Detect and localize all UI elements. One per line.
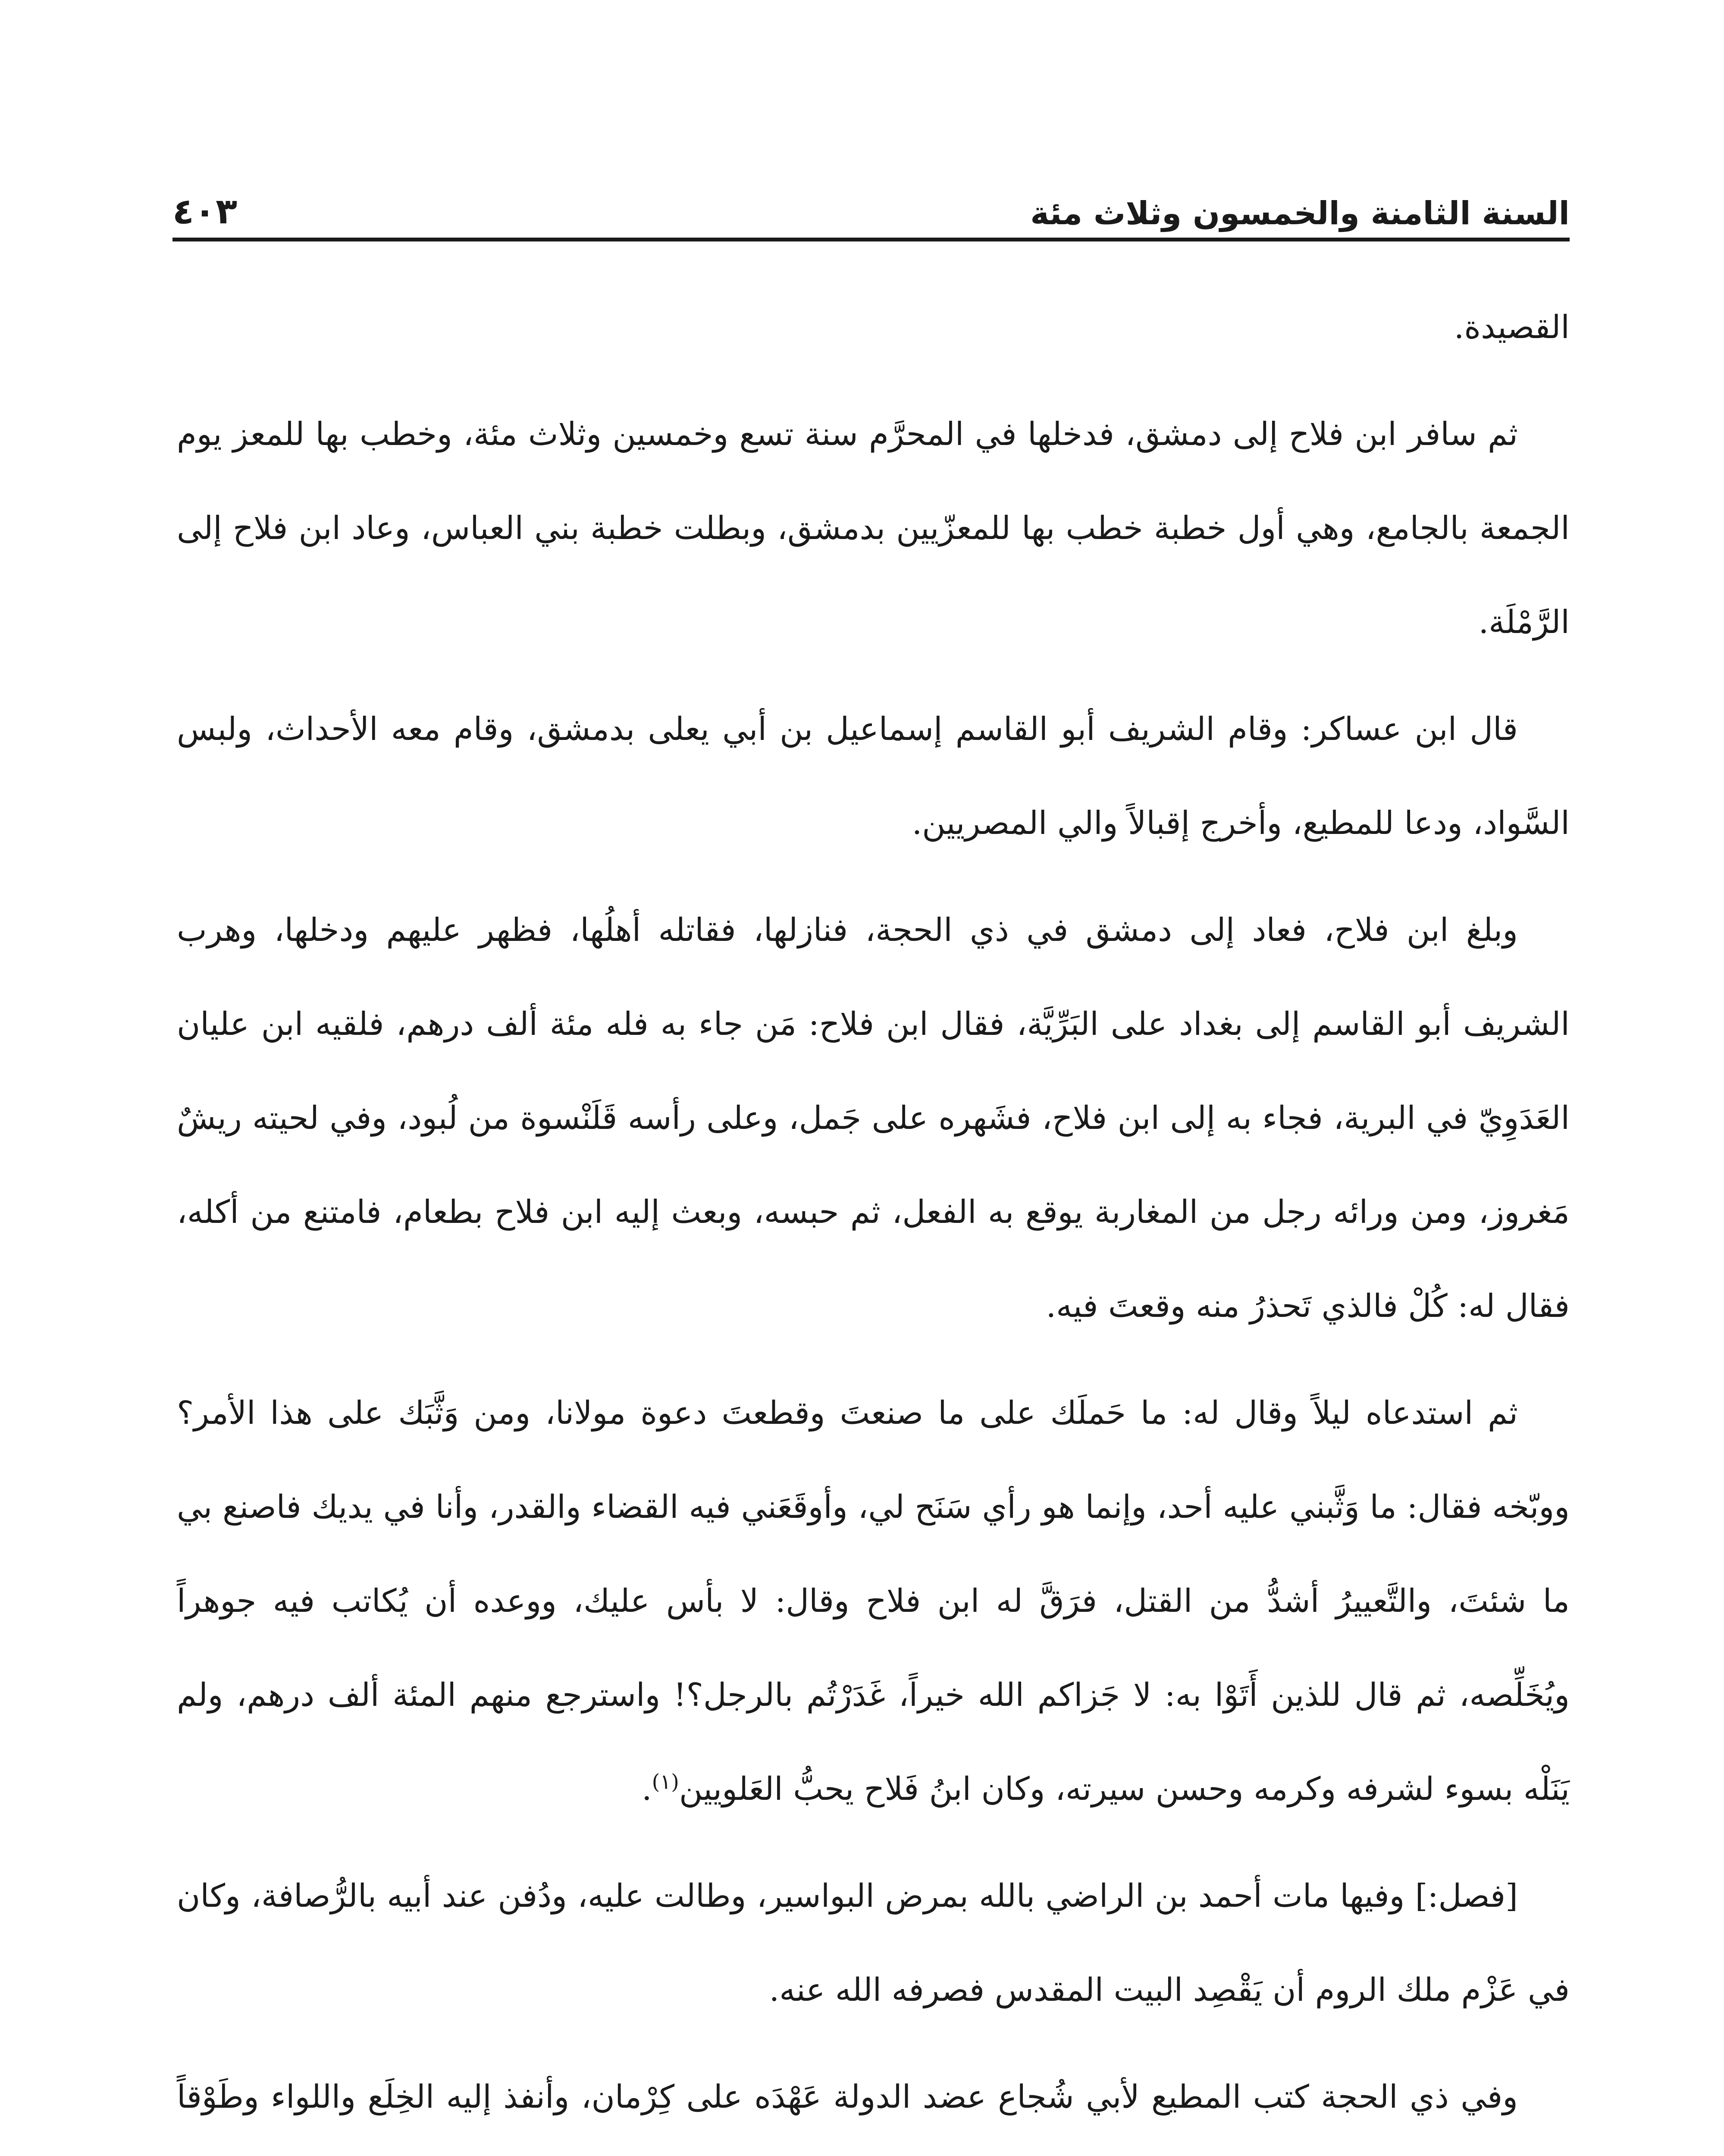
footnote-marker[interactable]: (١) (652, 1770, 679, 1794)
paragraph-text: ثم استدعاه ليلاً وقال له: ما حَملَك على ما صنعتَ وقطعتَ دعوة مولانا، ومن وَثَّبَك على هذا الأمر؟ ووبّخه فقال: ما وَثَّبني عليه أحد، وإنما هو رأي سَنَح لي، وأوقَعَني فيه القضاء والقدر، وأنا في يديك فاصنع بي ما شئتَ، والتَّعييرُ أشدُّ من القتل، فرَقَّ له ابن فلاح وقال: لا بأس عليك، ووعده أن يُكاتب فيه جوهراً ويُخَلِّصه، ثم قال للذين أَتَوْا به: لا جَزاكم الله خيراً، غَدَرْتُم بالرجل؟! واسترجع منهم المئة ألف درهم، ولم يَنَلْه بسوء لشرفه وكرمه وحسن سيرته، وكان ابنُ فَلاح يحبُّ العَلويين (177, 1395, 1570, 1808)
header-rule (172, 238, 1570, 241)
paragraph: قال ابن عساكر: وقام الشريف أبو القاسم إسماعيل بن أبي يعلى بدمشق، وقام معه الأحداث، ولبس السَّواد، ودعا للمطيع، وأخرج إقبالاً والي المصريين. (177, 711, 1570, 842)
paragraph: وفي ذي الحجة كتب المطيع لأبي شُجاع عضد الدولة عَهْدَه على كِرْمان، وأنفذ إليه الخِلَع واللواء وطَوْقاً (177, 2078, 1518, 2115)
page-number: ٤٠٣ (172, 191, 238, 232)
paragraph-with-footnote: ثم استدعاه ليلاً وقال له: ما حَملَك على ما صنعتَ وقطعتَ دعوة مولانا، ومن وَثَّبَك على هذا الأمر؟ ووبّخه فقال: ما وَثَّبني عليه أحد، وإنما هو رأي سَنَح لي، وأوقَعَني فيه القضاء والقدر، وأنا في يديك فاصنع بي ما شئتَ، والتَّعييرُ أشدُّ من القتل، فرَقَّ له ابن فلاح وقال: لا بأس عليك، ووعده أن يُكاتب فيه جوهراً ويُخَلِّصه، ثم قال للذين أَتَوْا به: لا جَزاكم الله خيراً، غَدَرْتُم بالرجل؟! واسترجع منهم المئة ألف درهم، ولم يَنَلْه بسوء لشرفه وكرمه وحسن سيرته، وكان ابنُ فَلاح يحبُّ العَلويين$^{(١)}$. (177, 1395, 1570, 1808)
paragraph: ثم سافر ابن فلاح إلى دمشق، فدخلها في المحرَّم سنة تسع وخمسين وثلاث مئة، وخطب بها للمعز يوم الجمعة بالجامع، وهي أول خطبة خطب بها للمعزّيين بدمشق، وبطلت خطبة بني العباس، وعاد ابن فلاح إلى الرَّمْلَة. (177, 416, 1570, 641)
main-text (177, 280, 1570, 2156)
paragraph: [فصل:] وفيها مات أحمد بن الراضي بالله بمرض البواسير، وطالت عليه، ودُفن عند أبيه بالرُّصافة، وكان في عَزْم ملك الروم أن يَقْصِد البيت المقدس فصرفه الله عنه. (177, 1877, 1570, 2009)
page-header (172, 172, 1570, 241)
paragraph: وبلغ ابن فلاح، فعاد إلى دمشق في ذي الحجة، فنازلها، فقاتله أهلُها، فظهر عليهم ودخلها، وهرب الشريف أبو القاسم إلى بغداد على البَرِّيَّة، فقال ابن فلاح: مَن جاء به فله مئة ألف درهم، فلقيه ابن عليان العَدَوِيّ في البرية، فجاء به إلى ابن فلاح، فشَهره على جَمل، وعلى رأسه قَلَنْسوة من لُبود، وفي لحيته ريشٌ مَغروز، ومن ورائه رجل من المغاربة يوقع به الفعل، ثم حبسه، وبعث إليه ابن فلاح بطعام، فامتنع من أكله، فقال له: كُلْ فالذي تَحذرُ منه وقعتَ فيه. (177, 912, 1570, 1325)
paragraph: القصيدة. (1454, 309, 1570, 346)
running-title: السنة الثامنة والخمسون وثلاث مئة (1030, 195, 1570, 232)
